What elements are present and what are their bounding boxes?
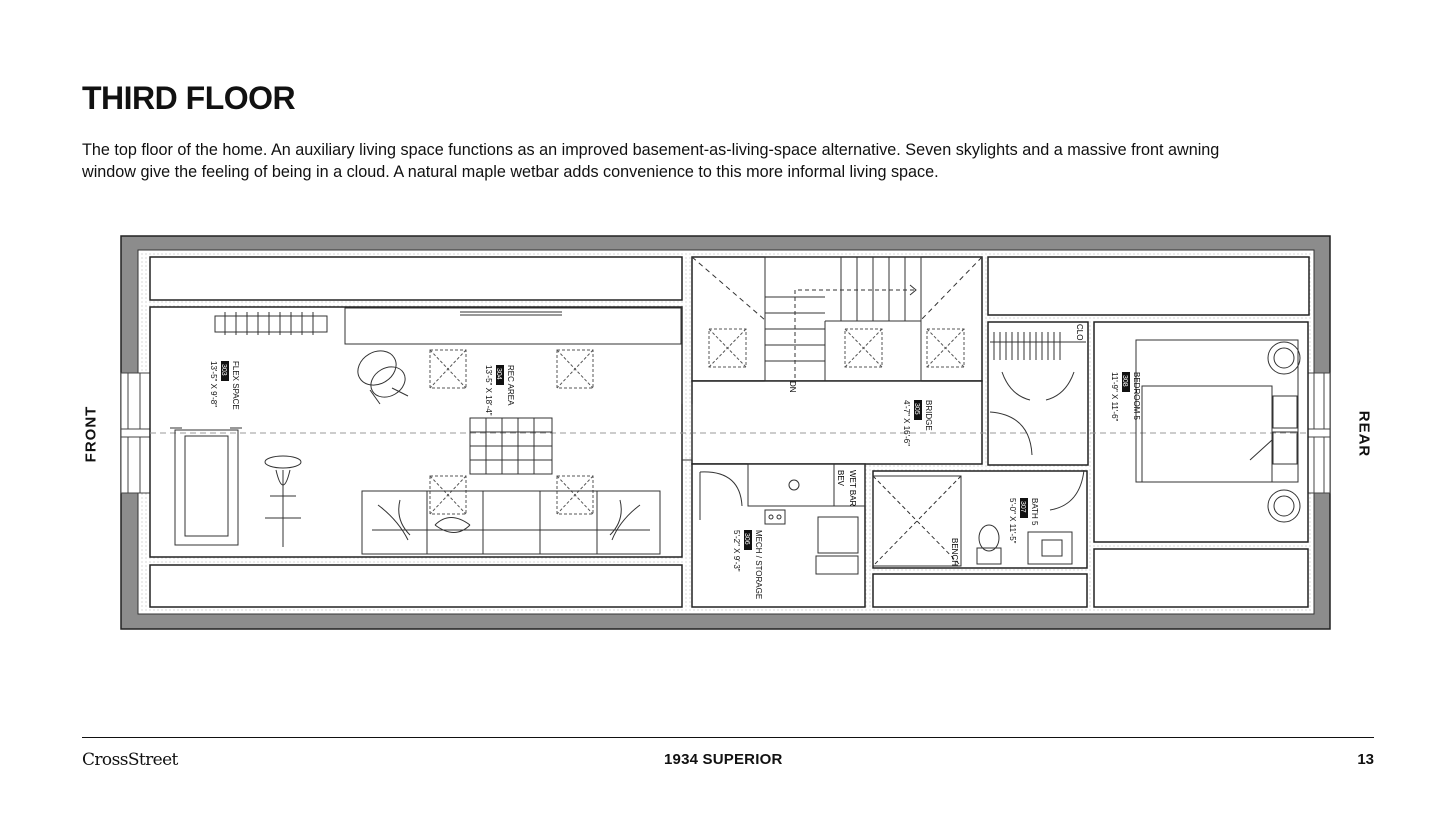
project-name: 1934 SUPERIOR — [664, 751, 783, 768]
svg-text:5'-2" X 9'-3": 5'-2" X 9'-3" — [732, 530, 741, 572]
bench-label: BENCH — [950, 538, 959, 567]
svg-text:11'-9" X 11'-6": 11'-9" X 11'-6" — [1110, 372, 1119, 422]
svg-text:MECH / STORAGE: MECH / STORAGE — [754, 530, 763, 600]
svg-text:5'-0" X 11'-5": 5'-0" X 11'-5" — [1008, 498, 1017, 544]
page-number: 13 — [1357, 751, 1374, 768]
svg-text:REC AREA: REC AREA — [506, 365, 515, 406]
closet-label: CLO — [1075, 324, 1084, 341]
stair-dn-label: DN — [788, 381, 797, 393]
wet-bar-label: WET BAR — [848, 470, 857, 507]
svg-text:BRIDGE: BRIDGE — [924, 400, 933, 431]
svg-text:13'-5" X 18'-4": 13'-5" X 18'-4" — [484, 365, 493, 416]
svg-text:303: 303 — [220, 364, 227, 376]
svg-text:307: 307 — [1019, 501, 1026, 513]
page-title: THIRD FLOOR — [82, 80, 296, 116]
svg-text:BATH 5: BATH 5 — [1030, 498, 1039, 526]
front-label: FRONT — [82, 405, 100, 463]
footer-divider — [82, 737, 1374, 738]
brand-logo: CrossStreet — [82, 750, 178, 770]
svg-text:304: 304 — [495, 368, 502, 380]
svg-text:BEDROOM 5: BEDROOM 5 — [1132, 372, 1141, 421]
rear-label: REAR — [1355, 410, 1373, 458]
svg-text:13'-5" X 9'-8": 13'-5" X 9'-8" — [209, 361, 218, 408]
svg-text:306: 306 — [743, 533, 750, 545]
bev-label: BEV — [836, 470, 845, 487]
svg-text:305: 305 — [913, 403, 920, 415]
svg-text:308: 308 — [1121, 375, 1128, 387]
page-description: The top floor of the home. An auxiliary living space functions as an improved basement-as-living-space alternative. Seven skylights and a massive front awning window give the feeling of being in a cloud. A natural maple wetbar adds convenience to this more informal living space. — [82, 141, 1220, 181]
svg-text:FLEX SPACE: FLEX SPACE — [231, 361, 240, 410]
svg-text:4'-7" X 16'-6": 4'-7" X 16'-6" — [902, 400, 911, 447]
